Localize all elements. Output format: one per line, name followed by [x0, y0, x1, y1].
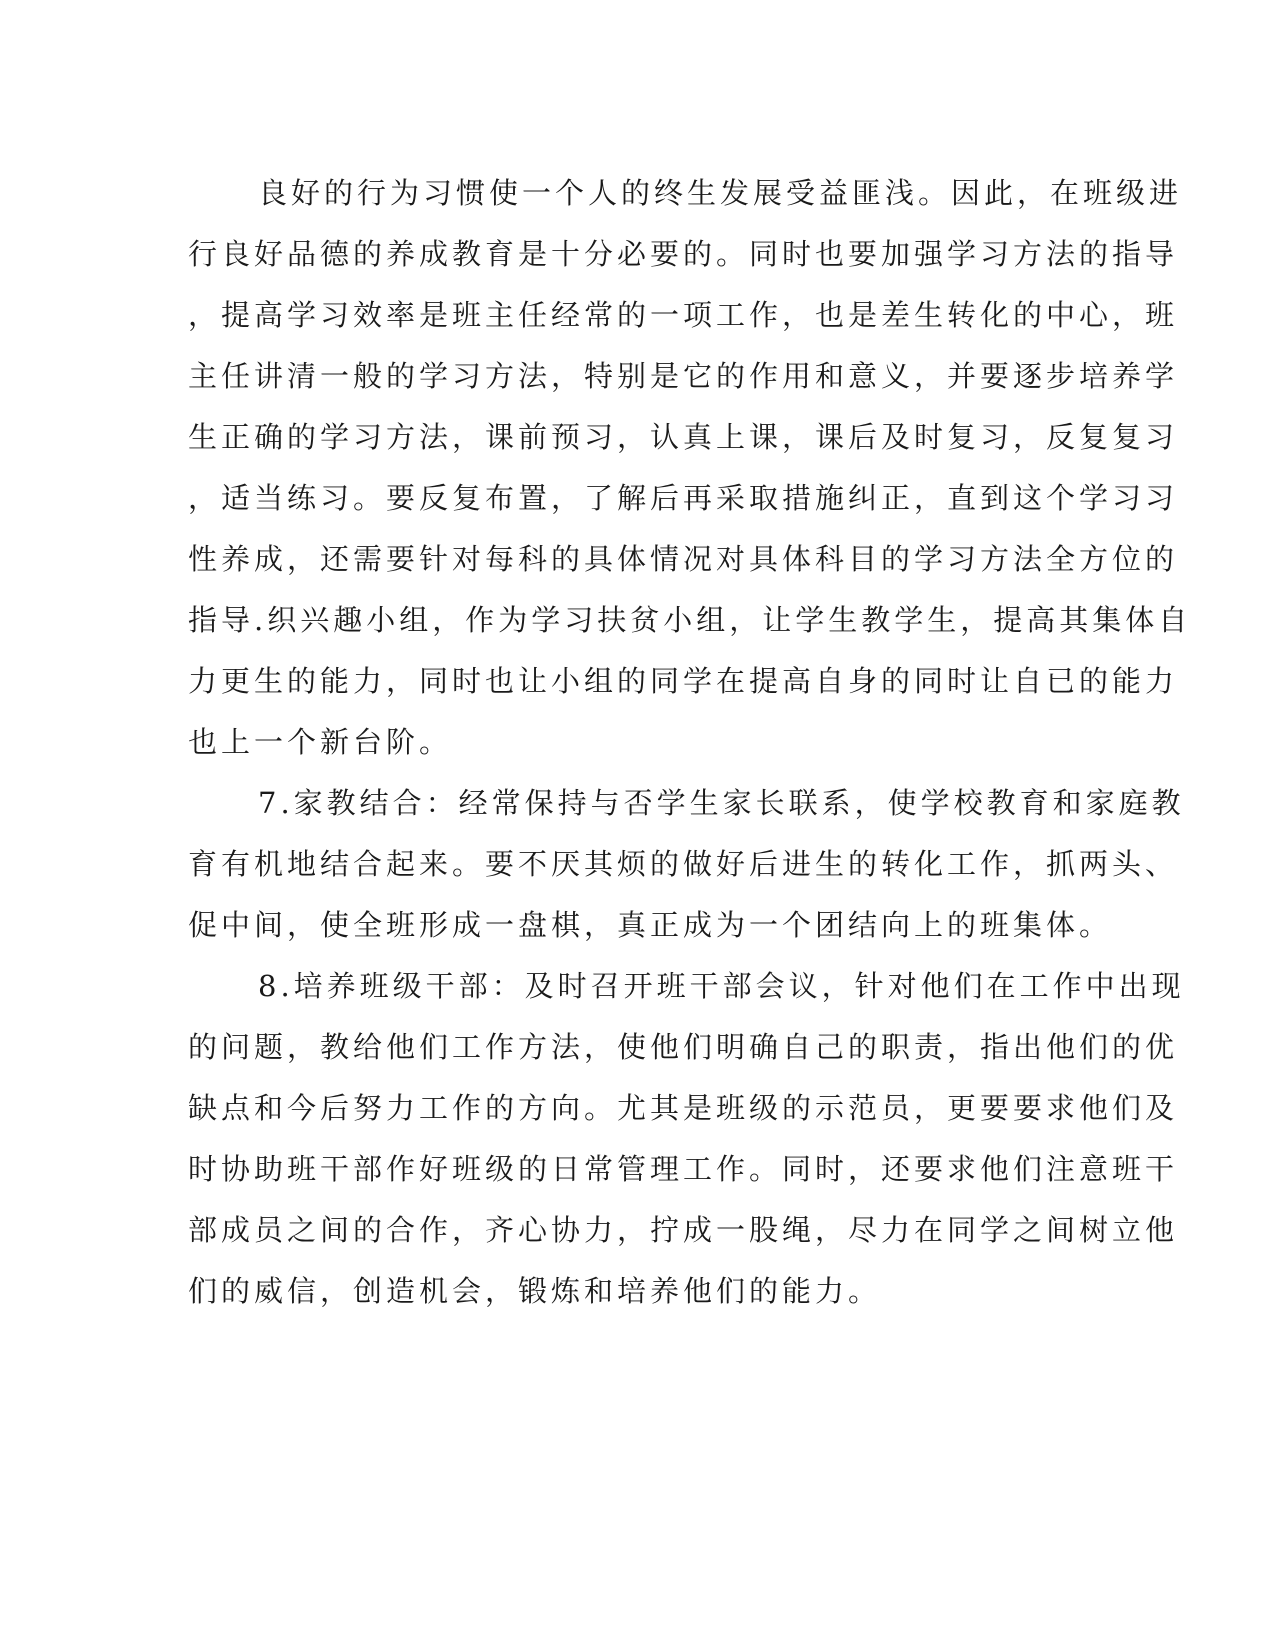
text-line: 良好的行为习惯使一个人的终生发展受益匪浅。因此，在班级进: [258, 176, 1183, 210]
text-line: 们的威信，创造机会，锻炼和培养他们的能力。: [188, 1274, 882, 1308]
text-line: 行良好品德的养成教育是十分必要的。同时也要加强学习方法的指导: [188, 237, 1179, 271]
text-line: 的问题，教给他们工作方法，使他们明确自己的职责，指出他们的优: [188, 1030, 1179, 1064]
text-line: 时协助班干部作好班级的日常管理工作。同时，还要求他们注意班干: [188, 1152, 1179, 1186]
text-line: 力更生的能力，同时也让小组的同学在提高自身的同时让自已的能力: [188, 664, 1179, 698]
text-line: 性养成，还需要针对每科的具体情况对具体科目的学习方法全方位的: [188, 542, 1179, 576]
paragraph-behavior-habits: [188, 163, 1192, 773]
text-line: 指导.织兴趣小组，作为学习扶贫小组，让学生教学生，提高其集体自: [188, 603, 1192, 637]
text-line: 部成员之间的合作，齐心协力，拧成一股绳，尽力在同学之间树立他: [188, 1213, 1179, 1247]
text-line: 7.家教结合：经常保持与否学生家长联系，使学校教育和家庭教: [258, 786, 1185, 820]
text-line: ，提高学习效率是班主任经常的一项工作，也是差生转化的中心，班: [188, 298, 1179, 332]
text-line: 缺点和今后努力工作的方向。尤其是班级的示范员，更要要求他们及: [188, 1091, 1179, 1125]
text-line: 也上一个新台阶。: [188, 725, 453, 759]
text-line: 生正确的学习方法，课前预习，认真上课，课后及时复习，反复复习: [188, 420, 1179, 454]
document-body: [188, 163, 1192, 1322]
text-line: 育有机地结合起来。要不厌其烦的做好后进生的转化工作，抓两头、: [188, 847, 1179, 881]
paragraph-class-cadres: [188, 956, 1185, 1322]
text-line: 主任讲清一般的学习方法，特别是它的作用和意义，并要逐步培养学: [188, 359, 1179, 393]
text-line: 促中间，使全班形成一盘棋，真正成为一个团结向上的班集体。: [188, 908, 1113, 942]
text-line: ，适当练习。要反复布置，了解后再采取措施纠正，直到这个学习习: [188, 481, 1179, 515]
paragraph-home-school: [188, 773, 1185, 956]
text-line: 8.培养班级干部：及时召开班干部会议，针对他们在工作中出现: [258, 969, 1185, 1003]
